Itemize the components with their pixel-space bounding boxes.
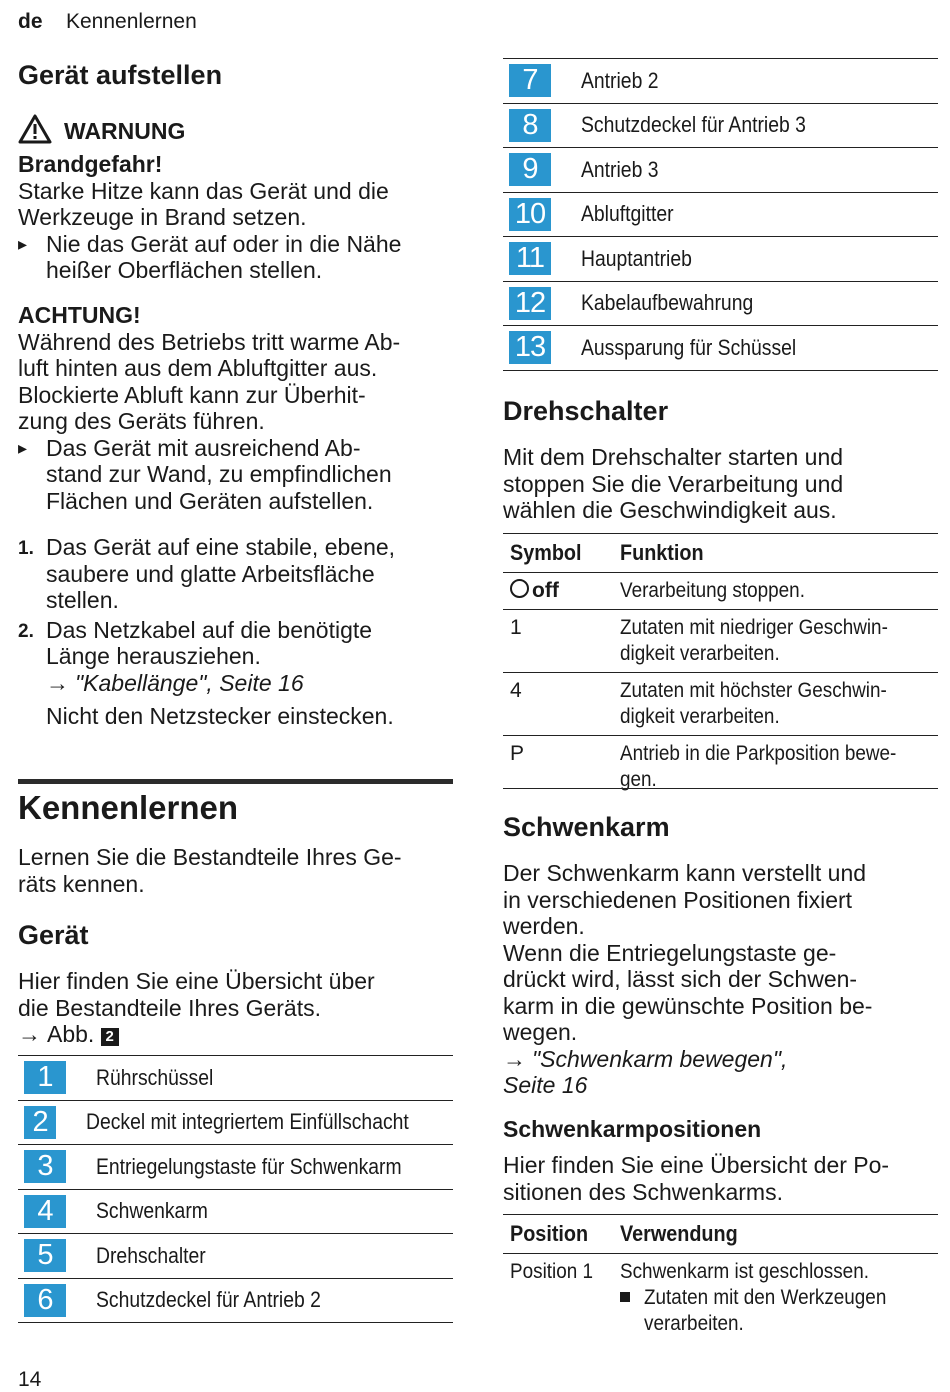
part-number-badge: 9 bbox=[509, 153, 551, 186]
caution-text-line: Blockierte Abluft kann zur Überhit- bbox=[18, 381, 366, 408]
page-number: 14 bbox=[18, 1368, 42, 1391]
part-label: Kabelaufbewahrung bbox=[581, 290, 754, 316]
part-number-badge: 10 bbox=[509, 198, 551, 231]
part-row bbox=[503, 282, 938, 327]
warning-instruction-line: heißer Oberflächen stellen. bbox=[46, 257, 323, 283]
figure-reference[interactable] bbox=[18, 1021, 458, 1048]
step-line: Das Gerät auf eine stabile, ebene, bbox=[46, 534, 396, 560]
arm-text-line: in verschiedenen Positionen fixiert bbox=[503, 886, 853, 913]
part-label: Antrieb 3 bbox=[581, 156, 659, 182]
symbol-cell: 1 bbox=[503, 610, 613, 673]
device-intro-line: Hier finden Sie eine Übersicht über bbox=[18, 968, 375, 994]
table-row bbox=[503, 673, 938, 736]
cross-reference-text: "Schwenkarm bewegen", bbox=[532, 1045, 788, 1072]
symbol-text: off bbox=[532, 579, 559, 602]
part-number-badge: 3 bbox=[24, 1150, 66, 1183]
arm-text-line: karm in die gewünschte Position be- bbox=[503, 992, 873, 1019]
caution-text-line: luft hinten aus dem Abluftgitter aus. bbox=[18, 355, 378, 381]
warning-label: WARNUNG bbox=[64, 118, 186, 144]
part-row bbox=[503, 148, 938, 193]
part-number-badge: 11 bbox=[509, 242, 551, 275]
table-row bbox=[503, 573, 938, 610]
part-number-badge: 4 bbox=[24, 1195, 66, 1228]
usage-bullet: Zutaten mit den Werkzeugen verarbeiten. bbox=[620, 1285, 930, 1337]
off-circle-icon bbox=[510, 579, 529, 598]
caution-text-line: zung des Geräts führen. bbox=[18, 408, 265, 434]
table-header-usage: Verwendung bbox=[613, 1215, 938, 1254]
cross-reference-text: "Kabellänge", Seite 16 bbox=[75, 669, 304, 696]
step-1 bbox=[18, 534, 458, 614]
function-cell: Verarbeitung stoppen. bbox=[613, 573, 938, 610]
warning-text bbox=[18, 178, 458, 231]
part-number-badge: 12 bbox=[509, 287, 551, 320]
part-row bbox=[503, 326, 938, 371]
part-row bbox=[503, 237, 938, 282]
position-cell: Position 1 bbox=[510, 1260, 594, 1283]
arm-text-line: Der Schwenkarm kann verstellt und bbox=[503, 860, 867, 886]
switch-intro bbox=[503, 444, 943, 524]
cross-reference-text: Seite 16 bbox=[503, 1072, 588, 1098]
parts-list-right bbox=[503, 58, 938, 371]
step-line: saubere und glatte Arbeitsfläche bbox=[46, 560, 375, 587]
part-label: Schwenkarm bbox=[96, 1198, 208, 1224]
arm-text-line: wegen. bbox=[503, 1019, 578, 1045]
part-row bbox=[18, 1101, 453, 1146]
part-label: Hauptantrieb bbox=[581, 245, 692, 271]
caution-label: ACHTUNG! bbox=[18, 302, 141, 328]
cross-reference-arrow-icon: → bbox=[503, 1045, 526, 1072]
positions-intro-line: Hier finden Sie eine Übersicht der Po- bbox=[503, 1152, 890, 1178]
switch-table bbox=[503, 533, 938, 798]
symbol-cell: P bbox=[510, 742, 525, 765]
part-label: Rührschüssel bbox=[96, 1064, 214, 1090]
part-label: Entriegelungstaste für Schwenkarm bbox=[96, 1153, 402, 1179]
hazard-title: Brandgefahr! bbox=[18, 151, 163, 177]
switch-intro-line: Mit dem Drehschalter starten und bbox=[503, 444, 844, 470]
table-bottom-rule bbox=[503, 788, 938, 789]
arm-text-line: Wenn die Entriegelungstaste ge- bbox=[503, 939, 837, 966]
part-label: Schutzdeckel für Antrieb 3 bbox=[581, 112, 806, 138]
chapter-divider bbox=[18, 779, 453, 784]
caution-instruction-line: stand zur Wand, zu empfindlichen bbox=[46, 461, 392, 487]
part-label: Drehschalter bbox=[96, 1242, 206, 1268]
part-row bbox=[503, 193, 938, 238]
switch-intro-line: wählen die Geschwindigkeit aus. bbox=[503, 497, 837, 523]
device-heading: Gerät bbox=[18, 920, 89, 950]
arm-text-line: werden. bbox=[503, 913, 585, 939]
warning-block bbox=[18, 114, 458, 284]
warning-text-line: Starke Hitze kann das Gerät und die bbox=[18, 177, 389, 204]
table-header-row bbox=[503, 1215, 938, 1254]
part-row bbox=[503, 59, 938, 104]
part-label: Antrieb 2 bbox=[581, 67, 659, 93]
part-row bbox=[18, 1056, 453, 1101]
part-number-badge: 13 bbox=[509, 331, 551, 364]
part-label: Aussparung für Schüssel bbox=[581, 334, 797, 360]
step-number: 1. bbox=[18, 538, 34, 559]
caution-block bbox=[18, 302, 458, 514]
step-line: Länge herausziehen. bbox=[46, 643, 261, 669]
part-label: Abluftgitter bbox=[581, 201, 674, 227]
chapter-heading: Kennenlernen bbox=[18, 789, 239, 826]
cross-reference-arrow-icon: → bbox=[46, 669, 69, 696]
table-row bbox=[503, 1254, 938, 1343]
figure-reference-text: Abb. bbox=[47, 1021, 95, 1047]
part-label: Deckel mit integriertem Einfüllschacht bbox=[86, 1109, 409, 1135]
bullet-square-icon bbox=[620, 1292, 630, 1302]
warning-text-line: Werkzeuge in Brand setzen. bbox=[18, 204, 307, 230]
device-intro-line: die Bestandteile Ihres Geräts. bbox=[18, 994, 321, 1021]
part-row bbox=[18, 1145, 453, 1190]
parts-list-left bbox=[18, 1055, 453, 1323]
caution-instruction-line: ▸ Das Gerät mit ausreichend Ab- bbox=[46, 434, 361, 461]
arm-move-link[interactable] bbox=[503, 1046, 943, 1099]
usage-cell: Schwenkarm ist geschlossen. Zutaten mit den Werkzeugen verarbeiten. bbox=[613, 1254, 938, 1343]
part-number-badge: 5 bbox=[24, 1239, 66, 1272]
language-code: de bbox=[18, 10, 43, 33]
step-number: 2. bbox=[18, 620, 34, 642]
part-row bbox=[18, 1234, 453, 1279]
step-line: stellen. bbox=[46, 587, 119, 613]
table-header-function: Funktion bbox=[613, 534, 938, 573]
part-label: Schutzdeckel für Antrieb 2 bbox=[96, 1287, 321, 1313]
positions-heading: Schwenkarmpositionen bbox=[503, 1116, 762, 1142]
cable-length-link[interactable] bbox=[46, 670, 458, 697]
symbol-cell bbox=[503, 573, 613, 610]
chapter-intro bbox=[18, 844, 458, 897]
function-cell: Zutaten mit höchster Geschwin- digkeit verarbeiten. bbox=[613, 673, 938, 736]
table-header-symbol: Symbol bbox=[503, 534, 613, 573]
table-header-position: Position bbox=[503, 1215, 613, 1254]
chapter-intro-line: räts kennen. bbox=[18, 870, 145, 897]
part-row bbox=[18, 1190, 453, 1235]
device-intro bbox=[18, 968, 458, 1048]
part-number-badge: 1 bbox=[24, 1061, 66, 1094]
cross-reference-arrow-icon: → bbox=[18, 1021, 41, 1047]
setup-steps bbox=[18, 534, 458, 730]
positions-table bbox=[503, 1214, 938, 1342]
function-cell: Zutaten mit niedriger Geschwin- digkeit verarbeiten. bbox=[613, 610, 938, 673]
positions-intro bbox=[503, 1152, 943, 1205]
warning-instruction bbox=[18, 231, 458, 284]
warning-title bbox=[18, 114, 458, 149]
step-line: Das Netzkabel auf die benötigte bbox=[46, 616, 373, 643]
warning-instruction-line: ▸ Nie das Gerät auf oder in die Nähe bbox=[46, 230, 402, 257]
table-header-row bbox=[503, 534, 938, 573]
setup-heading: Gerät aufstellen bbox=[18, 60, 223, 90]
part-number-badge: 7 bbox=[509, 64, 551, 97]
step-2 bbox=[18, 617, 458, 730]
positions-intro-line: sitionen des Schwenkarms. bbox=[503, 1178, 783, 1205]
caution-instruction-line: Flächen und Geräten aufstellen. bbox=[46, 487, 374, 514]
arm-heading: Schwenkarm bbox=[503, 812, 670, 842]
step-note: Nicht den Netzstecker einstecken. bbox=[46, 703, 394, 729]
switch-heading: Drehschalter bbox=[503, 396, 669, 426]
chapter-intro-line: Lernen Sie die Bestandteile Ihres Ge- bbox=[18, 844, 402, 870]
caution-text-line: Während des Betriebs tritt warme Ab- bbox=[18, 328, 401, 355]
caution-instruction bbox=[18, 435, 458, 515]
table-row bbox=[503, 610, 938, 673]
caution-text bbox=[18, 329, 458, 435]
part-row bbox=[18, 1279, 453, 1324]
running-header-title: Kennenlernen bbox=[66, 10, 197, 33]
part-row bbox=[503, 104, 938, 149]
symbol-cell: 4 bbox=[503, 673, 613, 736]
part-number-badge: 2 bbox=[24, 1106, 56, 1139]
arm-text bbox=[503, 860, 943, 1099]
switch-intro-line: stoppen Sie die Verarbeitung und bbox=[503, 470, 844, 497]
part-number-badge: 6 bbox=[24, 1284, 66, 1317]
part-number-badge: 8 bbox=[509, 109, 551, 142]
figure-number-badge: 2 bbox=[101, 1028, 119, 1046]
arm-text-line: drückt wird, lässt sich der Schwen- bbox=[503, 966, 858, 992]
warning-triangle-icon bbox=[18, 114, 52, 149]
function-cell: Antrieb in die Parkposition bewe- gen. bbox=[620, 742, 897, 791]
